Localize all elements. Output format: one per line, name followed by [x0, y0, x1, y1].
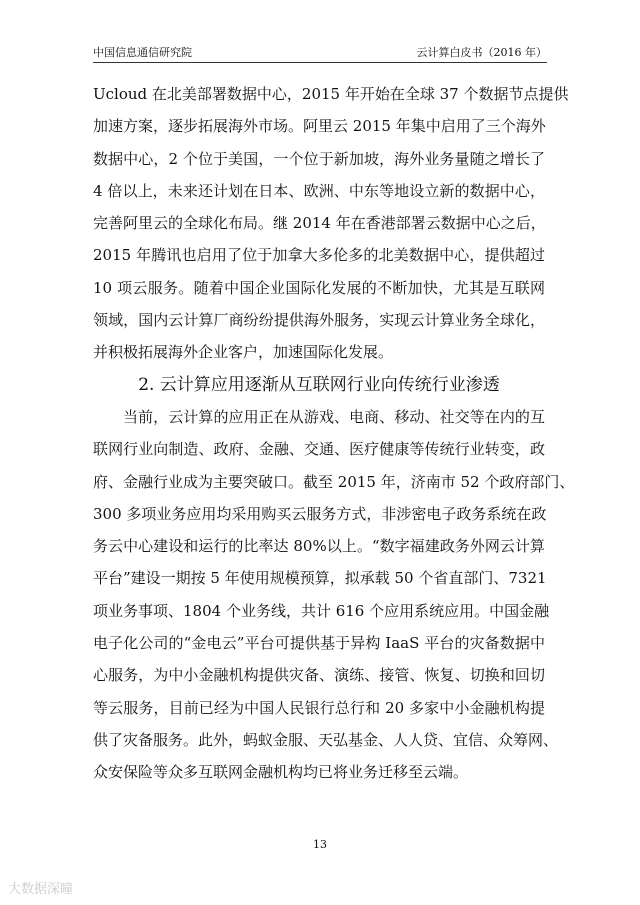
section-heading: 2. 云计算应用逐渐从互联网行业向传统行业渗透 [138, 374, 500, 395]
text-line: 数据中心，2 个位于美国，一个位于新加坡，海外业务量随之增长了 [93, 149, 545, 168]
text-line: 心服务，为中小金融机构提供灾备、演练、接管、恢复、切换和回切 [93, 666, 545, 685]
text-line: 众安保险等众多互联网金融机构均已将业务迁移至云端。 [93, 763, 469, 782]
body-text [93, 78, 575, 789]
text-line: 电子化公司的“金电云”平台可提供基于异构 IaaS 平台的灾备数据中 [93, 634, 545, 653]
page-header [93, 42, 547, 63]
page-number: 13 [313, 838, 327, 851]
header-doc-title: 云计算白皮书（2016 年） [416, 46, 547, 59]
text-line: 等云服务，目前已经为中国人民银行总行和 20 多家中小金融机构提 [93, 698, 545, 717]
text-line: 加速方案，逐步拓展海外市场。阿里云 2015 年集中启用了三个海外 [93, 117, 546, 136]
text-line: 4 倍以上，未来还计划在日本、欧洲、中东等地设立新的数据中心， [93, 181, 545, 200]
text-line: 项业务事项、1804 个业务线，共计 616 个应用系统应用。中国金融 [93, 601, 550, 620]
text-line: 联网行业向制造、政府、金融、交通、医疗健康等传统行业转变，政 [93, 440, 545, 459]
text-line: Ucloud 在北美部署数据中心，2015 年开始在全球 37 个数据节点提供 [93, 85, 569, 103]
text-line: 2015 年腾讯也启用了位于加拿大多伦多的北美数据中心，提供超过 [93, 246, 545, 265]
text-line: 务云中心建设和运行的比率达 80%以上。“数字福建政务外网云计算 [93, 537, 545, 556]
text-line: 10 项云服务。随着中国企业国际化发展的不断加快，尤其是互联网 [93, 278, 545, 297]
text-line: 300 多项业务应用均采用购买云服务方式，非涉密电子政务系统在政 [93, 504, 547, 523]
text-line: 府、金融行业成为主要突破口。截至 2015 年，济南市 52 个政府部门、 [93, 472, 575, 491]
header-org: 中国信息通信研究院 [93, 46, 192, 59]
watermark-text: 大数据深瞳 [8, 882, 74, 897]
text-line: 并积极拓展海外企业客户，加速国际化发展。 [93, 343, 394, 362]
text-line: 供了灾备服务。此外，蚂蚁金服、天弘基金、人人贷、宜信、众筹网、 [93, 730, 559, 749]
text-line: 当前，云计算的应用正在从游戏、电商、移动、社交等在内的互 [123, 407, 545, 426]
text-line: 完善阿里云的全球化布局。继 2014 年在香港部署云数据中心之后， [93, 214, 546, 233]
text-line: 领域，国内云计算厂商纷纷提供海外服务，实现云计算业务全球化， [93, 311, 545, 330]
text-line: 平台”建设一期按 5 年使用规模预算，拟承载 50 个省直部门、7321 [93, 569, 547, 588]
